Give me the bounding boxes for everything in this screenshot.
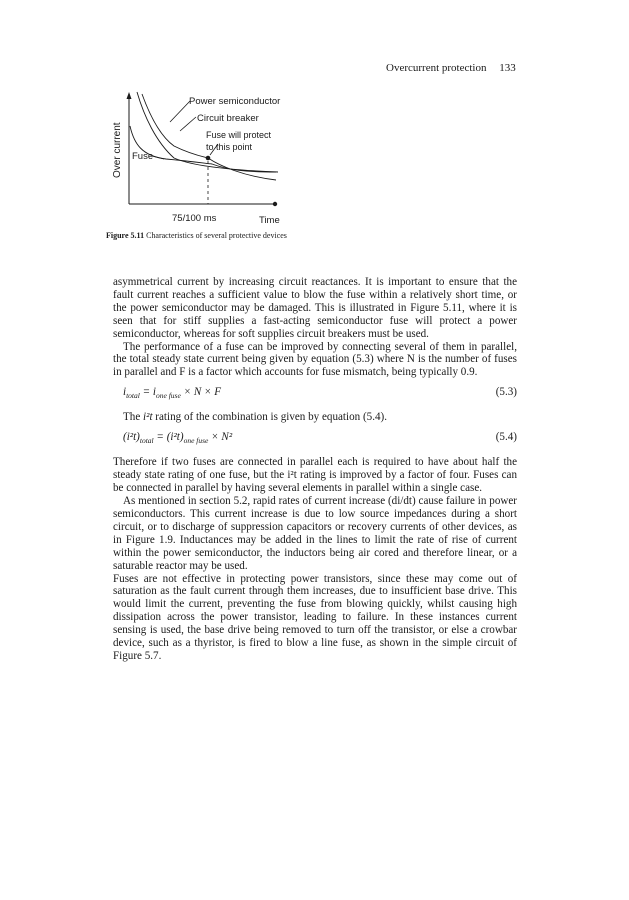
equation-5-4-expression: $(i^2t)_{total} = (i^2t)_{one fuse} \times N^2$: [123, 431, 233, 446]
eq2-rhs: (i²t): [166, 431, 184, 444]
equation-5-3-expression: $i_{total} = i_{one fuse} \times N \times F$: [123, 386, 222, 401]
equation-5-4-number: (5.4): [495, 431, 517, 444]
equation-5-3-number: (5.3): [495, 386, 517, 399]
p3-i2t: i²t: [143, 411, 153, 424]
x-axis-end-dot: [273, 202, 277, 206]
running-title: Overcurrent protection: [386, 62, 487, 74]
leader-fuse: [152, 156, 164, 159]
figure-5-11: [108, 86, 308, 229]
paragraph-6: Fuses are not effective in protecting power transistors, since these may come out of saturation as the fault current through them increases, due to insufficient base drive. This would limit the current, preventing the fuse from blowing quickly, whilst causing high dissipation across the power transistor, leading to failure. In these instances current sensing is used, the base drive being removed to turn off the transistor, or else a crowbar device, such as a thyristor, is fired to blow a line fuse, as shown in the simple circuit of Figure 5.7.: [113, 572, 517, 662]
y-axis-label: Over current: [112, 122, 123, 178]
eq1-rhs-var: i: [152, 386, 156, 399]
leader-circuit-breaker: [180, 117, 196, 131]
figure-caption-label: Figure 5.11: [106, 231, 145, 240]
running-header: [386, 62, 516, 74]
body-text: [113, 276, 517, 663]
x-axis-label: Time: [259, 215, 280, 224]
label-fuse-will-protect: Fuse will protect: [206, 130, 272, 140]
label-to-this-point: to this point: [206, 142, 253, 152]
paragraph-3: [113, 411, 517, 424]
eq1-rhs-sub: one fuse: [156, 391, 181, 401]
protection-point: [206, 156, 211, 161]
eq2-lhs-sub: total: [139, 436, 154, 446]
eq2-lhs: (i²t): [123, 431, 140, 444]
paragraph-4: Therefore if two fuses are connected in parallel each is required to have about half the steady state rating of one fuse, but the i²t rating is improved by a factor of four. Fuses can be connected in parallel by having several elements in parallel within a single case.: [113, 456, 517, 495]
label-power-semiconductor: Power semiconductor: [189, 96, 281, 107]
figure-caption-text: Characteristics of several protective devices: [146, 231, 287, 240]
p3-pre: The: [123, 411, 144, 424]
y-axis-arrow: [127, 92, 132, 99]
leader-power-semiconductor: [170, 101, 190, 122]
label-circuit-breaker: Circuit breaker: [197, 113, 259, 124]
paragraph-1: asymmetrical current by increasing circuit reactances. It is important to ensure that the fault current reaches a sufficient value to blow the fuse within a relatively short time, or the power semiconductor may be damaged. This is illustrated in Figure 5.11, where it is seen that for stiff supplies a fast-acting semiconductor fuse will protect a power semiconductor, whereas for soft supplies circuit breakers must be used.: [113, 276, 517, 340]
eq1-lhs-sub: total: [126, 391, 140, 401]
paragraph-2: The performance of a fuse can be improved by connecting several of them in parallel, the total steady state current being given by equation (5.3) where N is the number of fuses in parallel and F is a factor which accounts for fuse mismatch, being typically 0.9.: [113, 340, 517, 379]
eq1-rest: × N × F: [180, 386, 222, 399]
eq1-lhs-var: i: [123, 386, 127, 399]
figure-caption: [106, 231, 287, 240]
page-number: 133: [499, 62, 516, 74]
tick-label-75-100ms: 75/100 ms: [172, 213, 217, 224]
eq2-rhs-sub: one fuse: [183, 436, 209, 446]
paragraph-5: As mentioned in section 5.2, rapid rates of current increase (di/dt) cause failure in power semiconductors. This current increase is due to low source impedances during a short circuit, or to discharge of suppression capacitors or recovery currents of other devices, as in Figure 1.9. Inductances may be added in the lines to limit the rate of rise of current within the power semiconductor, the inductors being air cored and therefore linear, or a saturable reactor may be used.: [113, 495, 517, 572]
equation-5-3: [113, 386, 517, 403]
characteristics-diagram: [108, 86, 308, 224]
p3-post: rating of the combination is given by equation (5.4).: [152, 411, 387, 424]
label-fuse: Fuse: [132, 151, 154, 162]
eq2-rest: × N²: [208, 431, 233, 444]
equation-5-4: [113, 431, 517, 448]
